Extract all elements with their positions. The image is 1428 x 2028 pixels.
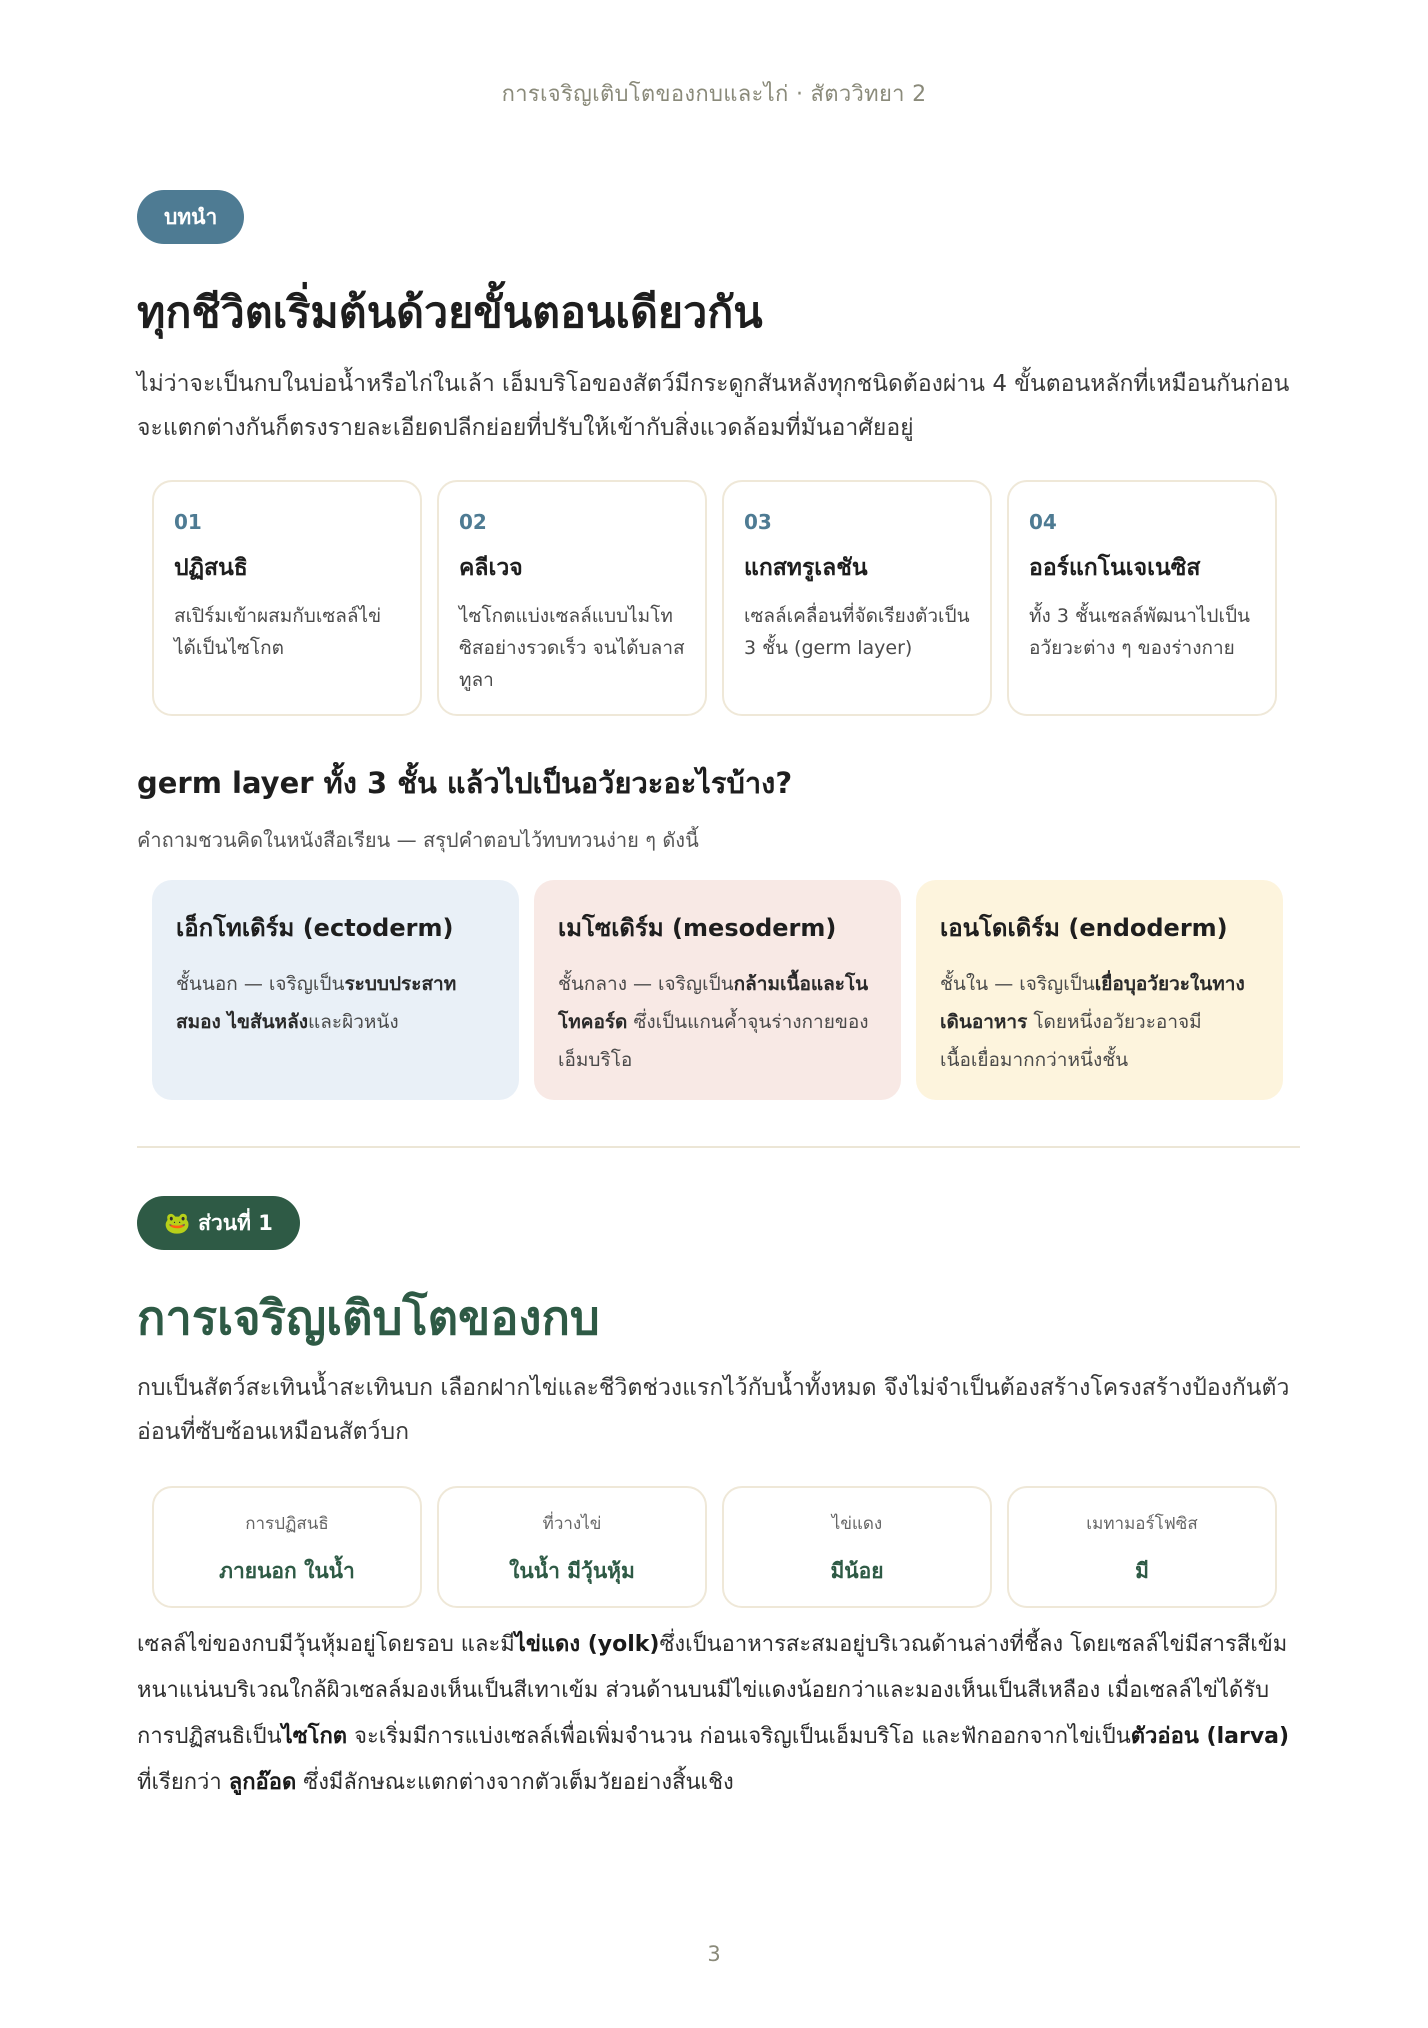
body-bold-tadpole: ลูกอ๊อด bbox=[228, 1770, 297, 1795]
body-bold-yolk: ไข่แดง (yolk) bbox=[514, 1632, 660, 1657]
step-title: แกสทรูเลชัน bbox=[744, 555, 868, 581]
endoderm-card bbox=[916, 880, 1283, 1100]
body-text-1: เซลล์ไข่ของกบมีวุ้นหุ้มอยู่โดยรอบ และมี bbox=[137, 1632, 515, 1657]
running-header: การเจริญเติบโตของกบและไก่ · สัตววิทยา 2 bbox=[501, 82, 927, 107]
part1-title: การเจริญเติบโตของกบ bbox=[137, 1291, 600, 1346]
layer-desc bbox=[940, 965, 1259, 1079]
fact-card bbox=[437, 1486, 707, 1608]
step-desc: สเปิร์มเข้าผสมกับเซลล์ไข่ ได้เป็นไซโกต bbox=[174, 605, 382, 659]
section-divider bbox=[137, 1146, 1300, 1148]
part1-body-wrap bbox=[137, 1622, 1300, 1806]
germ-layers-row bbox=[137, 880, 1330, 1100]
layer-desc bbox=[176, 965, 495, 1041]
germ-question-wrap bbox=[137, 760, 1300, 806]
step-card bbox=[722, 480, 992, 716]
layer-desc-post: โดยหนึ่งอวัยวะอาจมีเนื้อเยื่อมากกว่าหนึ่งชั้น bbox=[940, 1011, 1202, 1071]
body-bold-larva: ตัวอ่อน (larva) bbox=[1130, 1724, 1290, 1749]
layer-name: เอ็กโทเดิร์ม (ectoderm) bbox=[176, 914, 454, 942]
part1-tag-wrap bbox=[137, 1196, 300, 1250]
frog-icon: 🐸 bbox=[164, 1211, 191, 1235]
ectoderm-card bbox=[152, 880, 519, 1100]
layer-desc bbox=[558, 965, 877, 1079]
layer-desc-bold: ระบบประสาท สมอง ไขสันหลัง bbox=[176, 973, 457, 1033]
part1-tag-label: ส่วนที่ 1 bbox=[198, 1211, 273, 1235]
layer-name: เมโซเดิร์ม (mesoderm) bbox=[558, 914, 837, 942]
step-title: ปฏิสนธิ bbox=[174, 555, 248, 581]
part1-tag bbox=[137, 1196, 300, 1250]
body-bold-zygote: ไซโกต bbox=[281, 1724, 348, 1749]
step-desc: ไซโกตแบ่งเซลล์แบบไมโทซิสอย่างรวดเร็ว จนได้บลาสทูลา bbox=[459, 605, 685, 691]
intro-tag: บทนำ bbox=[137, 190, 244, 244]
intro-title: ทุกชีวิตเริ่มต้นด้วยขั้นตอนเดียวกัน bbox=[137, 288, 763, 338]
step-number: 04 bbox=[1029, 510, 1057, 534]
step-desc: เซลล์เคลื่อนที่จัดเรียงตัวเป็น 3 ชั้น (germ layer) bbox=[744, 605, 970, 659]
germ-subtitle-wrap bbox=[137, 824, 1300, 856]
part1-title-wrap bbox=[137, 1280, 1300, 1355]
fact-value: ภายนอก ในน้ำ bbox=[219, 1559, 355, 1583]
body-text-3: จะเริ่มมีการแบ่งเซลล์เพื่อเพิ่มจำนวน ก่อนเจริญเป็นเอ็มบริโอ และฟักออกจากไข่เป็น bbox=[347, 1724, 1131, 1749]
intro-lead-wrap bbox=[137, 362, 1300, 450]
fact-card bbox=[152, 1486, 422, 1608]
fact-label: เมทามอร์โฟซิส bbox=[1086, 1514, 1198, 1534]
body-text-4: ที่เรียกว่า bbox=[137, 1770, 229, 1795]
fact-value: มีน้อย bbox=[830, 1559, 884, 1583]
layer-name: เอนโดเดิร์ม (endoderm) bbox=[940, 914, 1228, 942]
fact-value: ในน้ำ มีวุ้นหุ้ม bbox=[509, 1559, 635, 1583]
intro-title-wrap bbox=[137, 278, 1300, 346]
step-number: 01 bbox=[174, 510, 202, 534]
intro-lead: ไม่ว่าจะเป็นกบในบ่อน้ำหรือไก่ในเล้า เอ็มบริโอของสัตว์มีกระดูกสันหลังทุกชนิดต้องผ่าน 4 ขั้นตอนหลักที่เหมือนกันก่อน จะแตกต่างกันก็ตรงรายละเอียดปลีกย่อยที่ปรับให้เข้ากับสิ่งแวดล้อมที่มันอาศัยอยู่ bbox=[137, 371, 1290, 441]
step-title: ออร์แกโนเจเนซิส bbox=[1029, 555, 1201, 581]
germ-question: germ layer ทั้ง 3 ชั้น แล้วไปเป็นอวัยวะอะไรบ้าง? bbox=[137, 766, 793, 800]
step-title: คลีเวจ bbox=[459, 555, 523, 581]
part1-lead: กบเป็นสัตว์สะเทินน้ำสะเทินบก เลือกฝากไข่และชีวิตช่วงแรกไว้กับน้ำทั้งหมด จึงไม่จำเป็นต้องสร้างโครงสร้างป้องกันตัวอ่อนที่ซับซ้อนเหมือนสัตว์บก bbox=[137, 1375, 1290, 1445]
part1-lead-wrap bbox=[137, 1366, 1300, 1454]
layer-desc-post: ซึ่งเป็นแกนค้ำจุนร่างกายของเอ็มบริโอ bbox=[558, 1011, 869, 1071]
fact-label: ไข่แดง bbox=[831, 1514, 883, 1534]
germ-subtitle: คำถามชวนคิดในหนังสือเรียน — สรุปคำตอบไว้ทบทวนง่าย ๆ ดังนี้ bbox=[137, 828, 699, 852]
fact-label: ที่วางไข่ bbox=[542, 1514, 602, 1534]
intro-tag-wrap bbox=[137, 190, 244, 244]
page-number: 3 bbox=[707, 1942, 721, 1966]
body-text-5: ซึ่งมีลักษณะแตกต่างจากตัวเต็มวัยอย่างสิ้นเชิง bbox=[296, 1770, 734, 1795]
layer-desc-post: และผิวหนัง bbox=[308, 1011, 399, 1033]
fact-card bbox=[722, 1486, 992, 1608]
step-desc: ทั้ง 3 ชั้นเซลล์พัฒนาไปเป็นอวัยวะต่าง ๆ ของร่างกาย bbox=[1029, 605, 1251, 659]
step-number: 03 bbox=[744, 510, 772, 534]
fact-value: มี bbox=[1135, 1559, 1149, 1583]
step-number: 02 bbox=[459, 510, 487, 534]
fact-card bbox=[1007, 1486, 1277, 1608]
step-card bbox=[437, 480, 707, 716]
step-card bbox=[1007, 480, 1277, 716]
steps-row bbox=[137, 480, 1330, 716]
step-card bbox=[152, 480, 422, 716]
body-text-2: ซึ่งเป็นอาหารสะสมอยู่บริเวณด้านล่างที่ชี้ลง โดยเซลล์ไข่มีสารสีเข้มหนาแน่นบริเวณใกล้ผิวเซลล์มองเห็นเป็นสีเทาเข้ม ส่วนด้านบนมีไข่แดงน้อยกว่าและมองเห็นเป็นสีเหลือง เมื่อเซลล์ไข่ได้รับการปฏิสนธิเป็น bbox=[137, 1632, 1288, 1749]
frog-facts-row bbox=[137, 1486, 1330, 1608]
layer-desc-pre: ชั้นใน — เจริญเป็น bbox=[940, 973, 1095, 995]
mesoderm-card bbox=[534, 880, 901, 1100]
layer-desc-pre: ชั้นกลาง — เจริญเป็น bbox=[558, 973, 734, 995]
layer-desc-bold: เยื่อบุอวัยวะในทางเดินอาหาร bbox=[940, 973, 1245, 1033]
layer-desc-pre: ชั้นนอก — เจริญเป็น bbox=[176, 973, 345, 995]
part1-body bbox=[137, 1622, 1300, 1806]
layer-desc-bold: กล้ามเนื้อและโนโทคอร์ด bbox=[558, 973, 869, 1033]
fact-label: การปฏิสนธิ bbox=[245, 1514, 329, 1534]
